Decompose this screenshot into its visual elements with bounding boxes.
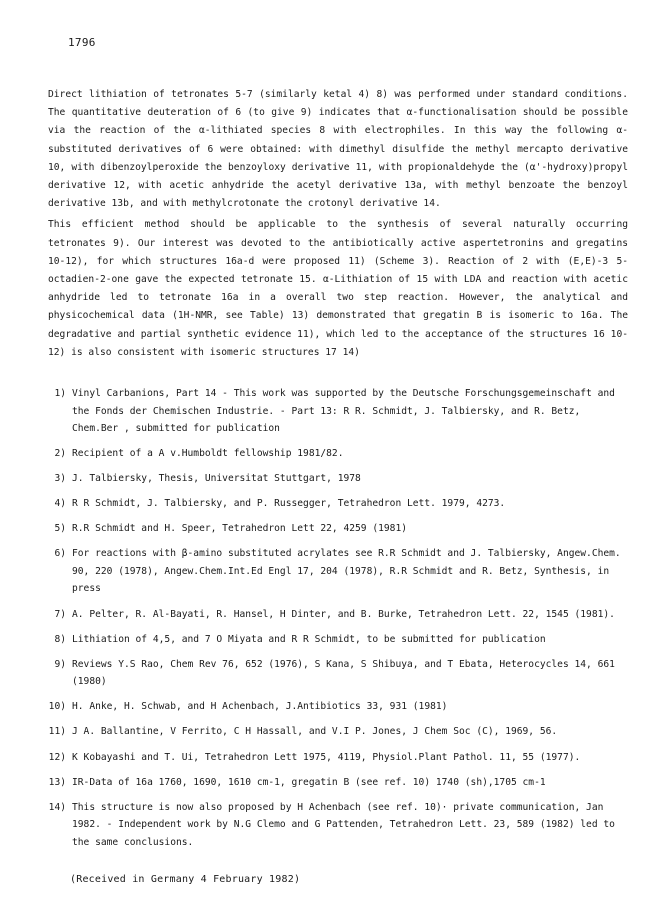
reference-number: 9) (54, 658, 66, 670)
body-text (48, 86, 628, 362)
reference-text: Reviews Y.S Rao, Chem Rev 76, 652 (1976), S Kana, S Shibuya, and T Ebata, Heterocycles 14, 661 (1980) (72, 658, 615, 688)
reference-text: This structure is now also proposed by H Achenbach (see ref. 10)· private communication, Jan 1982. - Independent work by N.G Clemo and G Pattenden, Tetrahedron Lett. 23, 589 (1982) led to the same conclusions. (72, 801, 615, 848)
reference-item (40, 606, 630, 624)
reference-text: A. Pelter, R. Al-Bayati, R. Hansel, H Dinter, and B. Burke, Tetrahedron Lett. 22, 1545 (1981). (72, 608, 615, 620)
reference-text: Lithiation of 4,5, and 7 O Miyata and R R Schmidt, to be submitted for publication (72, 633, 546, 645)
reference-item (40, 545, 630, 598)
reference-text: H. Anke, H. Schwab, and H Achenbach, J.Antibiotics 33, 931 (1981) (72, 701, 448, 713)
reference-item (40, 470, 630, 488)
reference-number: 5) (54, 523, 66, 535)
reference-text: J A. Ballantine, V Ferrito, C H Hassall, and V.I P. Jones, J Chem Soc (C), 1969, 56. (72, 726, 558, 738)
reference-number: 11) (48, 726, 66, 738)
reference-text: For reactions with β-amino substituted acrylates see R.R Schmidt and J. Talbiersky, Angew.Chem. 90, 220 (1978), Angew.Chem.Int.Ed Engl 17, 204 (1978), R.R Schmidt and R. Betz, Synthesis, in press (72, 548, 621, 595)
reference-item (40, 520, 630, 538)
reference-number: 13) (48, 776, 66, 788)
body-paragraph: This efficient method should be applicable to the synthesis of several naturally occurring tetronates 9). Our interest was devoted to the antibiotically active aspertetronins and gregatins 10-12), for which structures 16a-d were proposed 11) (Scheme 3). Reaction of 2 with (E,E)-3 5-octadien-2-one gave the expected tetronate 15. α-Lithiation of 15 with LDA and reaction with acetic anhydride led to tetronate 16a in a overall two step reaction. However, the analytical and physicochemical data (1H-NMR, see Table) 13) demonstrated that gregatin B is isomeric to 16a. The degradative and partial synthetic evidence 11), which led to the acceptance of the structures 16 10-12) is also consistent with isomeric structures 17 14) (48, 219, 628, 358)
reference-item (40, 385, 630, 438)
page-number: 1796 (68, 36, 96, 49)
reference-number: 1) (54, 388, 66, 399)
reference-item (40, 774, 630, 792)
references-list (40, 385, 630, 859)
reference-number: 8) (54, 633, 66, 645)
reference-text: Recipient of a A v.Humboldt fellowship 1981/82. (72, 448, 344, 460)
body-paragraph: Direct lithiation of tetronates 5-7 (similarly ketal 4) 8) was performed under standard conditions. The quantitative deuteration of 6 (to give 9) indicates that α-functionalisation should be possible via the reaction of the α-lithiated species 8 with electrophiles. In this way the following α-substituted derivatives of 6 were obtained: with dimethyl disulfide the methyl mercapto derivative 10, with dibenzoylperoxide the benzoyloxy derivative 11, with propionaldehyde the (α'-hydroxy)propyl derivative 12, with acetic anhydride the acetyl derivative 13a, with methyl benzoate the benzoyl derivative 13b, and with methylcrotonate the crotonyl derivative 14. (48, 89, 628, 210)
reference-item (40, 656, 630, 691)
reference-number: 3) (54, 473, 66, 485)
reference-text: R R Schmidt, J. Talbiersky, and P. Russegger, Tetrahedron Lett. 1979, 4273. (72, 498, 506, 510)
reference-number: 14) (48, 801, 66, 813)
reference-text: K Kobayashi and T. Ui, Tetrahedron Lett 1975, 4119, Physiol.Plant Pathol. 11, 55 (1977). (72, 751, 581, 763)
reference-item (40, 445, 630, 463)
reference-text: J. Talbiersky, Thesis, Universitat Stuttgart, 1978 (72, 473, 361, 485)
reference-number: 12) (48, 751, 66, 763)
reference-text: Vinyl Carbanions, Part 14 - This work was supported by the Deutsche Forschungsgemeinschaft and the Fonds der Chemischen Industrie. - Part 13: R R. Schmidt, J. Talbiersky, and R. Betz, Chem.Ber , submitted for publication (72, 388, 615, 434)
reference-number: 10) (48, 701, 66, 713)
reference-text: IR-Data of 16a 1760, 1690, 1610 cm-1, gregatin B (see ref. 10) 1740 (sh),1705 cm-1 (72, 776, 546, 788)
reference-item (40, 749, 630, 767)
reference-item (40, 723, 630, 741)
reference-text: R.R Schmidt and H. Speer, Tetrahedron Lett 22, 4259 (1981) (72, 523, 408, 535)
reference-number: 6) (54, 548, 66, 560)
reference-item (40, 799, 630, 852)
reference-item (40, 698, 630, 716)
received-date: (Received in Germany 4 February 1982) (70, 874, 301, 885)
reference-number: 4) (54, 498, 66, 510)
reference-number: 7) (54, 608, 66, 620)
reference-item (40, 495, 630, 513)
reference-number: 2) (54, 448, 66, 460)
reference-item (40, 631, 630, 649)
